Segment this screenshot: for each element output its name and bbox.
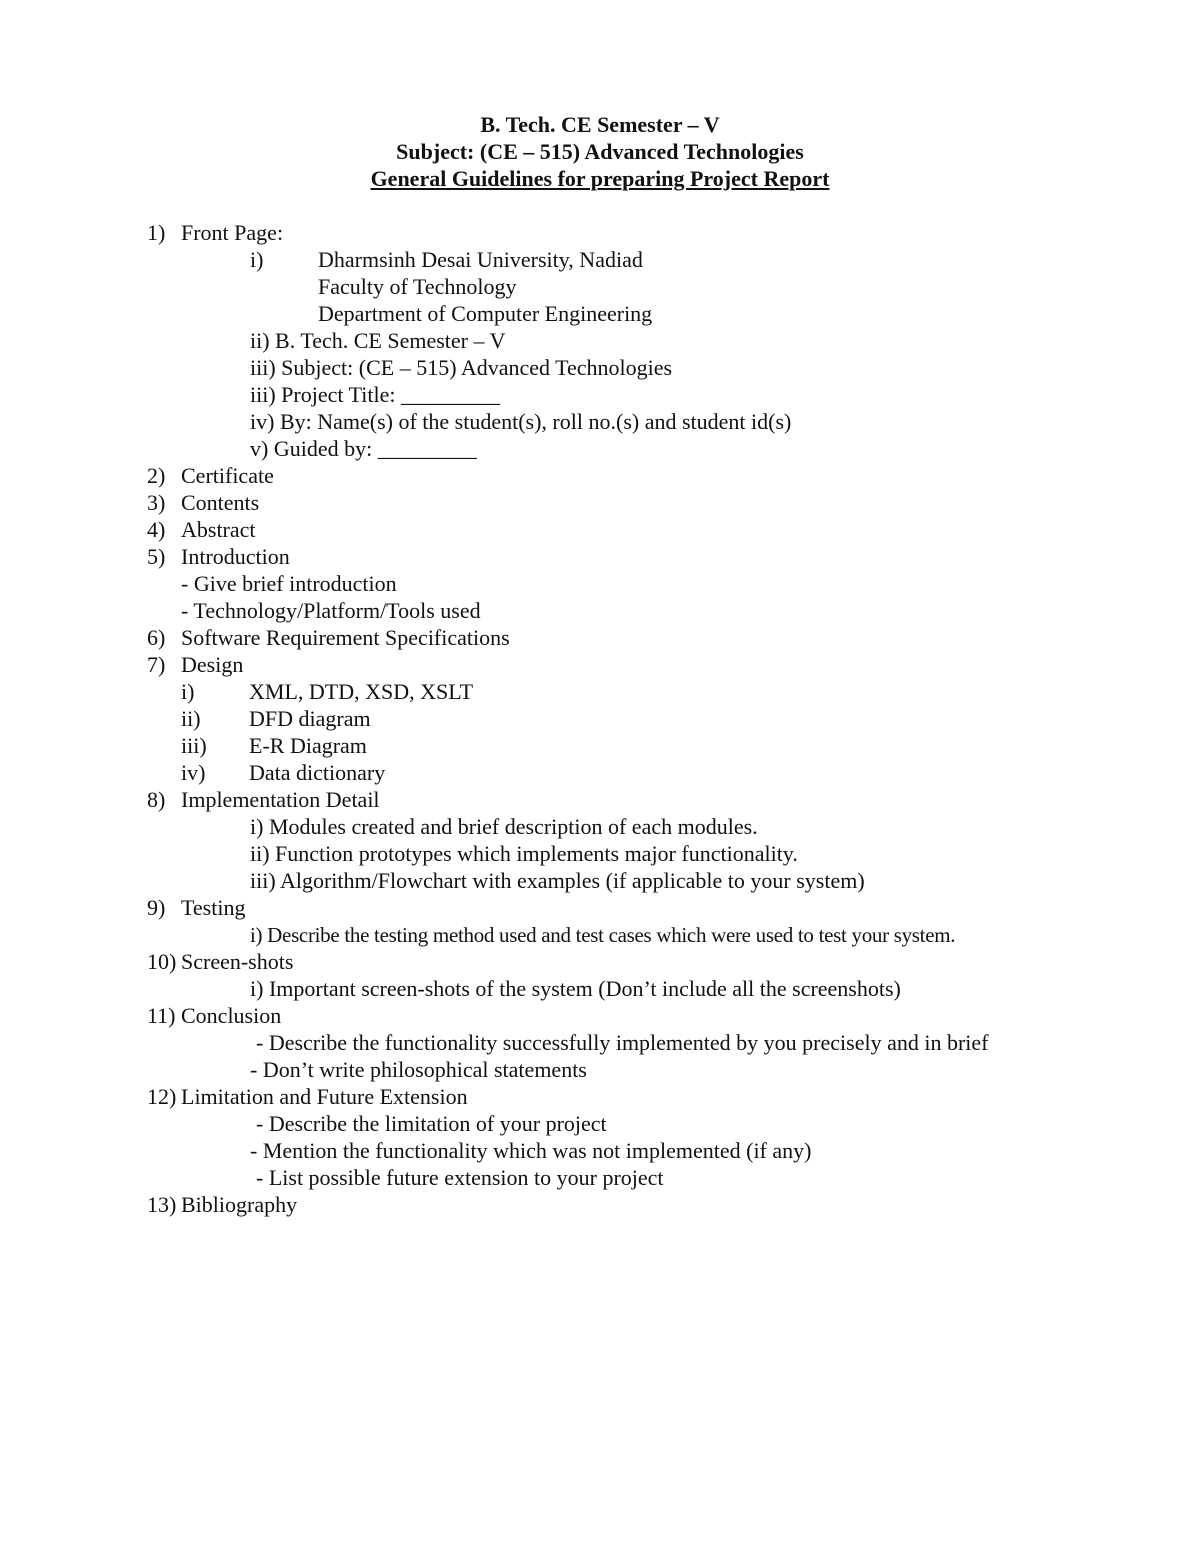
list-item: Bibliography <box>181 1192 298 1217</box>
sub-number: ii) <box>181 706 201 731</box>
list-item: Contents <box>181 490 260 515</box>
list-item: iii) Algorithm/Flowchart with examples (if applicable to your system) <box>250 868 865 893</box>
list-item: Limitation and Future Extension <box>181 1084 468 1109</box>
list-item: Department of Computer Engineering <box>318 301 653 326</box>
list-number: 1) <box>147 220 166 245</box>
list-item: - Don’t write philosophical statements <box>250 1057 587 1082</box>
list-item: - Mention the functionality which was not implemented (if any) <box>250 1138 812 1163</box>
doc-title-guidelines: General Guidelines for preparing Project Report <box>370 166 830 191</box>
list-number: 6) <box>147 625 166 650</box>
list-item: v) Guided by: _________ <box>250 436 477 461</box>
doc-title-semester: B. Tech. CE Semester – V <box>480 112 720 137</box>
sub-number: iv) <box>181 760 206 785</box>
list-item: iii) Subject: (CE – 515) Advanced Technologies <box>250 355 673 380</box>
list-number: 9) <box>147 895 166 920</box>
list-item: Implementation Detail <box>181 787 380 812</box>
list-item: Front Page: <box>181 220 284 245</box>
list-number: 8) <box>147 787 166 812</box>
list-item: iv) By: Name(s) of the student(s), roll no.(s) and student id(s) <box>250 409 792 434</box>
list-number: 5) <box>147 544 166 569</box>
list-item: Software Requirement Specifications <box>181 625 510 650</box>
list-number: 7) <box>147 652 166 677</box>
list-item: Dharmsinh Desai University, Nadiad <box>318 247 643 272</box>
list-item: - Describe the functionality successfully implemented by you precisely and in brief <box>256 1030 989 1055</box>
list-item: iii) Project Title: _________ <box>250 382 500 407</box>
list-item: - Describe the limitation of your project <box>256 1111 607 1136</box>
sub-number: i) <box>250 247 264 272</box>
list-number: 11) <box>147 1003 176 1028</box>
sub-number: iii) <box>181 733 207 758</box>
list-item: i) Important screen-shots of the system (Don’t include all the screenshots) <box>250 976 901 1001</box>
list-item: - Technology/Platform/Tools used <box>181 598 481 623</box>
list-item: - Give brief introduction <box>181 571 397 596</box>
list-number: 10) <box>147 949 177 974</box>
list-item: - List possible future extension to your project <box>256 1165 664 1190</box>
list-number: 3) <box>147 490 166 515</box>
doc-title-subject: Subject: (CE – 515) Advanced Technologies <box>396 139 804 164</box>
list-item: Screen-shots <box>181 949 294 974</box>
list-item: Design <box>181 652 244 677</box>
list-number: 2) <box>147 463 166 488</box>
sub-number: i) <box>181 679 195 704</box>
list-item: ii) Function prototypes which implements major functionality. <box>250 841 798 866</box>
list-number: 12) <box>147 1084 177 1109</box>
list-item: i) Describe the testing method used and test cases which were used to test your system. <box>250 923 956 947</box>
list-item: Data dictionary <box>249 760 386 785</box>
list-item: Certificate <box>181 463 274 488</box>
list-item: Faculty of Technology <box>318 274 517 299</box>
list-item: XML, DTD, XSD, XSLT <box>249 679 474 704</box>
list-item: Conclusion <box>181 1003 282 1028</box>
list-number: 13) <box>147 1192 177 1217</box>
list-item: Abstract <box>181 517 256 542</box>
list-item: i) Modules created and brief description of each modules. <box>250 814 758 839</box>
list-item: Testing <box>181 895 246 920</box>
list-item: DFD diagram <box>249 706 371 731</box>
list-number: 4) <box>147 517 166 542</box>
list-item: ii) B. Tech. CE Semester – V <box>250 328 506 353</box>
list-item: Introduction <box>181 544 290 569</box>
list-item: E-R Diagram <box>249 733 367 758</box>
